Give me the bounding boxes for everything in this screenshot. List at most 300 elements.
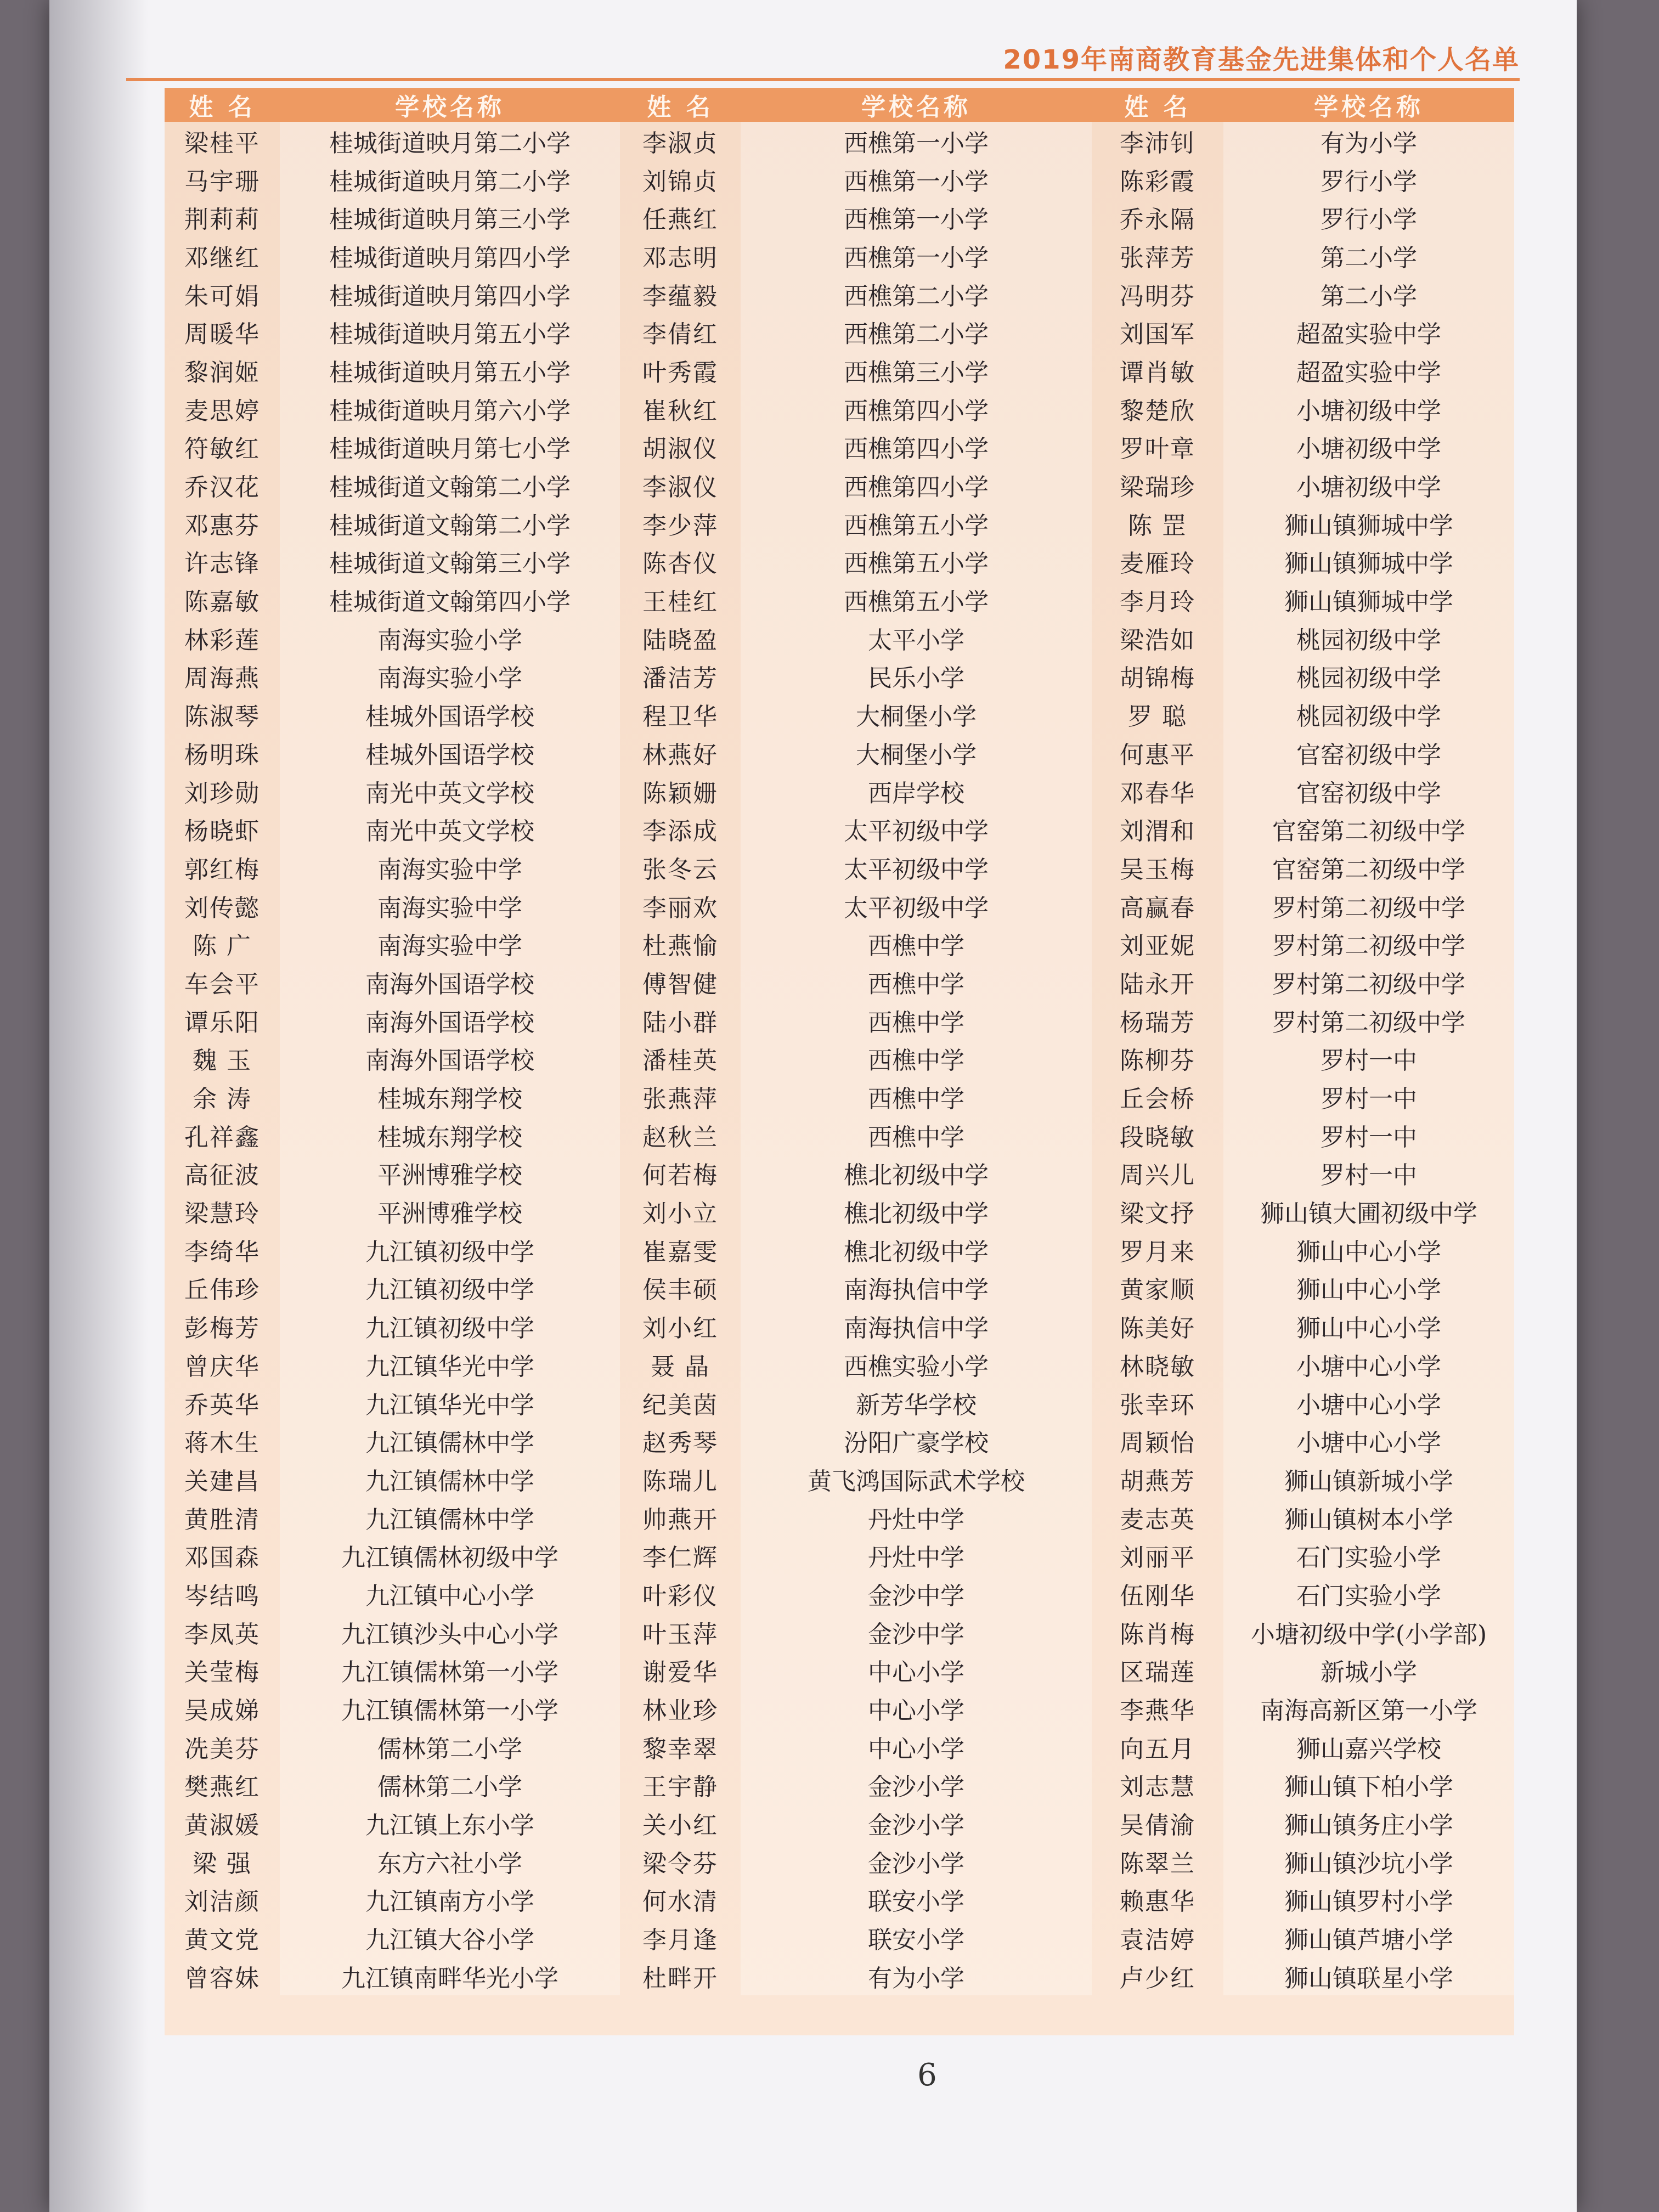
school-name: 西樵第二小学 <box>741 275 1092 313</box>
column-header-school-3: 学校名称 <box>1223 88 1514 122</box>
person-name: 张冬云 <box>642 855 718 884</box>
school-name: 金沙小学 <box>741 1842 1092 1881</box>
school-name: 太平初级中学 <box>741 887 1092 925</box>
school-name: 官窑初级中学 <box>1223 772 1514 810</box>
school-name: 小塘初级中学 <box>1223 390 1514 428</box>
person-name: 刘洁颜 <box>184 1888 260 1916</box>
person-name: 余 涛 <box>193 1085 252 1114</box>
title-rule <box>126 78 1520 81</box>
person-name: 刘国军 <box>1120 320 1195 349</box>
person-name: 卢少红 <box>1120 1964 1195 1993</box>
school-name: 丹灶中学 <box>741 1498 1092 1537</box>
school-name: 狮山镇树本小学 <box>1223 1498 1514 1537</box>
school-name: 狮山镇狮城中学 <box>1223 580 1514 619</box>
school-name: 罗行小学 <box>1223 160 1514 199</box>
person-name: 黄淑媛 <box>184 1812 260 1840</box>
school-name: 南海执信中学 <box>741 1307 1092 1345</box>
school-name: 罗村第二初级中学 <box>1223 1001 1514 1040</box>
person-name: 林彩莲 <box>184 626 260 654</box>
school-name: 狮山镇大圃初级中学 <box>1223 1192 1514 1231</box>
school-name: 金沙小学 <box>741 1766 1092 1804</box>
person-name: 段晓敏 <box>1120 1123 1195 1152</box>
school-name: 桃园初级中学 <box>1223 657 1514 696</box>
person-name: 任燕红 <box>642 206 718 234</box>
school-name: 狮山镇务庄小学 <box>1223 1804 1514 1842</box>
school-name: 南海外国语学校 <box>280 1001 620 1040</box>
person-name: 杨瑞芳 <box>1120 1008 1195 1037</box>
school-name: 狮山中心小学 <box>1223 1231 1514 1269</box>
person-name: 乔永隔 <box>1120 206 1195 234</box>
person-name: 梁瑞珍 <box>1120 473 1195 502</box>
person-name: 周兴儿 <box>1120 1161 1195 1190</box>
school-name: 西樵实验小学 <box>741 1345 1092 1384</box>
school-name: 罗村一中 <box>1223 1077 1514 1116</box>
school-name: 桂城街道映月第二小学 <box>280 160 620 199</box>
school-name: 西樵第二小学 <box>741 313 1092 351</box>
school-name: 狮山镇沙坑小学 <box>1223 1842 1514 1881</box>
school-name: 小塘初级中学 <box>1223 428 1514 466</box>
person-name: 谢爱华 <box>642 1658 718 1687</box>
school-name: 有为小学 <box>741 1957 1092 1995</box>
school-name: 南海实验中学 <box>280 848 620 887</box>
person-name: 林燕好 <box>642 741 718 769</box>
person-name: 傅智健 <box>642 970 718 998</box>
school-name: 九江镇中心小学 <box>280 1575 620 1613</box>
person-name: 黄家顺 <box>1120 1276 1195 1305</box>
person-name: 车会平 <box>184 970 260 998</box>
person-name: 谭肖敏 <box>1120 358 1195 387</box>
school-name: 有为小学 <box>1223 122 1514 160</box>
school-name: 中心小学 <box>741 1651 1092 1690</box>
person-name: 黎楚欣 <box>1120 397 1195 425</box>
school-name: 西樵第一小学 <box>741 160 1092 199</box>
school-name: 官窑初级中学 <box>1223 733 1514 772</box>
school-name: 小塘中心小学 <box>1223 1345 1514 1384</box>
person-name: 吴玉梅 <box>1120 855 1195 884</box>
person-name: 陈颖姗 <box>642 779 718 808</box>
person-name: 冼美芬 <box>184 1735 260 1763</box>
school-name: 桂城东翔学校 <box>280 1116 620 1154</box>
school-name: 南海外国语学校 <box>280 1040 620 1078</box>
person-name: 魏 玉 <box>193 1047 252 1075</box>
school-name: 西樵中学 <box>741 1001 1092 1040</box>
person-name: 刘传懿 <box>184 894 260 922</box>
person-name: 李燕华 <box>1120 1697 1195 1725</box>
person-name: 罗叶章 <box>1120 435 1195 464</box>
school-name: 西樵第四小学 <box>741 428 1092 466</box>
person-name: 赖惠华 <box>1120 1888 1195 1916</box>
person-name: 刘亚妮 <box>1120 932 1195 961</box>
school-name: 西樵中学 <box>741 1116 1092 1154</box>
school-name: 平洲博雅学校 <box>280 1154 620 1193</box>
person-name: 陈杏仪 <box>642 550 718 578</box>
person-name: 陈嘉敏 <box>184 588 260 617</box>
person-name: 杨晓虾 <box>184 817 260 846</box>
school-name: 桂城街道映月第二小学 <box>280 122 620 160</box>
person-name: 黄文党 <box>184 1926 260 1955</box>
school-name: 樵北初级中学 <box>741 1231 1092 1269</box>
person-name: 李沛钊 <box>1120 129 1195 157</box>
person-name: 梁文抒 <box>1120 1200 1195 1228</box>
school-name: 九江镇儒林中学 <box>280 1498 620 1537</box>
school-name: 南海执信中学 <box>741 1269 1092 1307</box>
person-name: 关莹梅 <box>184 1658 260 1687</box>
person-name: 高征波 <box>184 1161 260 1190</box>
school-name: 桂城街道映月第五小学 <box>280 351 620 390</box>
person-name: 李丽欢 <box>642 894 718 922</box>
person-name: 叶玉萍 <box>642 1620 718 1649</box>
school-name: 桂城街道映月第五小学 <box>280 313 620 351</box>
person-name: 赵秀琴 <box>642 1429 718 1458</box>
person-name: 崔秋红 <box>642 397 718 425</box>
person-name: 林晓敏 <box>1120 1352 1195 1381</box>
school-name: 黄飞鸿国际武术学校 <box>741 1460 1092 1498</box>
person-name: 聂 晶 <box>651 1352 710 1381</box>
school-name: 官窑第二初级中学 <box>1223 848 1514 887</box>
column-header-school-2: 学校名称 <box>741 88 1092 122</box>
person-name: 彭梅芳 <box>184 1314 260 1343</box>
school-name: 超盈实验中学 <box>1223 351 1514 390</box>
school-name: 桂城街道文翰第二小学 <box>280 504 620 543</box>
school-name: 联安小学 <box>741 1881 1092 1919</box>
person-name: 王桂红 <box>642 588 718 617</box>
person-name: 刘锦贞 <box>642 167 718 196</box>
person-name: 伍刚华 <box>1120 1582 1195 1610</box>
school-name: 南海高新区第一小学 <box>1223 1689 1514 1728</box>
person-name: 杜燕愉 <box>642 932 718 961</box>
school-name: 东方六社小学 <box>280 1842 620 1881</box>
school-name: 儒林第二小学 <box>280 1766 620 1804</box>
person-name: 梁 强 <box>193 1849 252 1878</box>
school-name: 太平小学 <box>741 619 1092 657</box>
school-name: 九江镇初级中学 <box>280 1307 620 1345</box>
person-name: 罗 聪 <box>1128 703 1187 731</box>
school-name: 桃园初级中学 <box>1223 695 1514 733</box>
school-name: 罗行小学 <box>1223 198 1514 236</box>
person-name: 刘志慧 <box>1120 1773 1195 1802</box>
person-name: 陈美好 <box>1120 1314 1195 1343</box>
person-name: 孔祥鑫 <box>184 1123 260 1152</box>
school-name: 九江镇华光中学 <box>280 1345 620 1384</box>
person-name: 杨明珠 <box>184 741 260 769</box>
school-name: 南海实验中学 <box>280 924 620 963</box>
person-name: 陈翠兰 <box>1120 1849 1195 1878</box>
school-name: 西樵第五小学 <box>741 543 1092 581</box>
person-name: 陈柳芬 <box>1120 1047 1195 1075</box>
person-name: 岑结鸣 <box>184 1582 260 1610</box>
person-name: 林业珍 <box>642 1697 718 1725</box>
person-name: 侯丰硕 <box>642 1276 718 1305</box>
school-name: 九江镇儒林第一小学 <box>280 1651 620 1690</box>
person-name: 梁令芬 <box>642 1849 718 1878</box>
school-name: 桂城街道映月第六小学 <box>280 390 620 428</box>
school-name: 罗村一中 <box>1223 1154 1514 1193</box>
person-name: 丘伟珍 <box>184 1276 260 1305</box>
person-name: 李凤英 <box>184 1620 260 1649</box>
person-name: 李月玲 <box>1120 588 1195 617</box>
person-name: 刘小立 <box>642 1200 718 1228</box>
person-name: 黎幸翠 <box>642 1735 718 1763</box>
school-name: 小塘初级中学 <box>1223 466 1514 504</box>
person-name: 陈肖梅 <box>1120 1620 1195 1649</box>
person-name: 张幸环 <box>1120 1391 1195 1419</box>
person-name: 乔汉花 <box>184 473 260 502</box>
school-name: 桂城街道映月第七小学 <box>280 428 620 466</box>
school-name: 西樵中学 <box>741 1077 1092 1116</box>
person-name: 叶彩仪 <box>642 1582 718 1610</box>
person-name: 胡淑仪 <box>642 435 718 464</box>
person-name: 陈瑞儿 <box>642 1467 718 1496</box>
school-name: 九江镇儒林中学 <box>280 1460 620 1498</box>
person-name: 潘桂英 <box>642 1047 718 1075</box>
school-name: 九江镇沙头中心小学 <box>280 1613 620 1651</box>
school-name: 中心小学 <box>741 1728 1092 1766</box>
person-name: 李淑仪 <box>642 473 718 502</box>
document-page <box>49 0 1577 2212</box>
person-name: 何水清 <box>642 1888 718 1916</box>
school-name: 九江镇南方小学 <box>280 1881 620 1919</box>
school-name: 樵北初级中学 <box>741 1192 1092 1231</box>
person-name: 曾容妹 <box>184 1964 260 1993</box>
person-name: 荆莉莉 <box>184 206 260 234</box>
school-name: 桂城街道映月第四小学 <box>280 236 620 275</box>
school-name: 南光中英文学校 <box>280 772 620 810</box>
person-name: 曾庆华 <box>184 1352 260 1381</box>
person-name: 向五月 <box>1120 1735 1195 1763</box>
person-name: 李淑贞 <box>642 129 718 157</box>
school-name: 九江镇初级中学 <box>280 1231 620 1269</box>
column-header-name-3: 姓 名 <box>1092 88 1223 122</box>
school-name: 西樵第五小学 <box>741 580 1092 619</box>
person-name: 谭乐阳 <box>184 1008 260 1037</box>
person-name: 王宇静 <box>642 1773 718 1802</box>
school-name: 小塘中心小学 <box>1223 1421 1514 1460</box>
school-name: 民乐小学 <box>741 657 1092 696</box>
school-name: 桂城外国语学校 <box>280 695 620 733</box>
school-name: 中心小学 <box>741 1689 1092 1728</box>
person-name: 张燕萍 <box>642 1085 718 1114</box>
person-name: 李仁辉 <box>642 1544 718 1572</box>
page-number: 6 <box>917 2057 937 2093</box>
school-name: 大桐堡小学 <box>741 695 1092 733</box>
person-name: 乔英华 <box>184 1391 260 1419</box>
column-header-name-1: 姓 名 <box>165 88 280 122</box>
person-name: 郭红梅 <box>184 855 260 884</box>
person-name: 麦志英 <box>1120 1505 1195 1534</box>
person-name: 李月逢 <box>642 1926 718 1955</box>
school-name: 九江镇儒林第一小学 <box>280 1689 620 1728</box>
person-name: 程卫华 <box>642 703 718 731</box>
school-name: 南海实验小学 <box>280 619 620 657</box>
school-name: 南海外国语学校 <box>280 963 620 1001</box>
school-name: 狮山镇狮城中学 <box>1223 543 1514 581</box>
person-name: 何若梅 <box>642 1161 718 1190</box>
person-name: 丘会桥 <box>1120 1085 1195 1114</box>
person-name: 麦思婷 <box>184 397 260 425</box>
person-name: 陈彩霞 <box>1120 167 1195 196</box>
person-name: 刘珍勋 <box>184 779 260 808</box>
document-title: 2019年南商教育基金先进集体和个人名单 <box>1003 44 1520 75</box>
school-name: 小塘初级中学(小学部) <box>1223 1613 1514 1651</box>
school-name: 罗村一中 <box>1223 1040 1514 1078</box>
school-name: 南光中英文学校 <box>280 810 620 848</box>
person-name: 罗月来 <box>1120 1238 1195 1266</box>
person-name: 邓继红 <box>184 244 260 272</box>
school-name: 西樵中学 <box>741 963 1092 1001</box>
person-name: 周颖怡 <box>1120 1429 1195 1458</box>
person-name: 梁桂平 <box>184 129 260 157</box>
school-name: 石门实验小学 <box>1223 1536 1514 1575</box>
person-name: 胡燕芳 <box>1120 1467 1195 1496</box>
person-name: 袁洁婷 <box>1120 1926 1195 1955</box>
school-name: 罗村第二初级中学 <box>1223 924 1514 963</box>
school-name: 九江镇儒林初级中学 <box>280 1536 620 1575</box>
person-name: 吴倩渝 <box>1120 1812 1195 1840</box>
person-name: 何惠平 <box>1120 741 1195 769</box>
school-name: 西樵第五小学 <box>741 504 1092 543</box>
school-name: 第二小学 <box>1223 275 1514 313</box>
school-name: 第二小学 <box>1223 236 1514 275</box>
person-name: 邓志明 <box>642 244 718 272</box>
roster-table <box>165 88 1514 2035</box>
person-name: 梁慧玲 <box>184 1200 260 1228</box>
school-name: 西岸学校 <box>741 772 1092 810</box>
school-name: 狮山嘉兴学校 <box>1223 1728 1514 1766</box>
school-name: 南海实验小学 <box>280 657 620 696</box>
school-name: 樵北初级中学 <box>741 1154 1092 1193</box>
person-name: 刘小红 <box>642 1314 718 1343</box>
person-name: 刘渭和 <box>1120 817 1195 846</box>
person-name: 周暖华 <box>184 320 260 349</box>
school-name: 金沙中学 <box>741 1613 1092 1651</box>
person-name: 关小红 <box>642 1812 718 1840</box>
person-name: 黄胜清 <box>184 1505 260 1534</box>
person-name: 关建昌 <box>184 1467 260 1496</box>
person-name: 帅燕开 <box>642 1505 718 1534</box>
person-name: 陆永开 <box>1120 970 1195 998</box>
spine-shadow <box>49 0 148 2212</box>
school-name: 太平初级中学 <box>741 810 1092 848</box>
person-name: 赵秋兰 <box>642 1123 718 1152</box>
school-name: 汾阳广豪学校 <box>741 1421 1092 1460</box>
school-name: 罗村第二初级中学 <box>1223 887 1514 925</box>
person-name: 许志锋 <box>184 550 260 578</box>
school-name: 桂城街道映月第四小学 <box>280 275 620 313</box>
person-name: 陈淑琴 <box>184 703 260 731</box>
school-name: 罗村一中 <box>1223 1116 1514 1154</box>
person-name: 李绮华 <box>184 1238 260 1266</box>
school-name: 西樵第三小学 <box>741 351 1092 390</box>
person-name: 叶秀霞 <box>642 358 718 387</box>
school-name: 九江镇儒林中学 <box>280 1421 620 1460</box>
school-name: 新芳华学校 <box>741 1384 1092 1422</box>
column-header-school-1: 学校名称 <box>280 88 620 122</box>
person-name: 区瑞莲 <box>1120 1658 1195 1687</box>
school-name: 西樵第一小学 <box>741 198 1092 236</box>
school-name: 桂城东翔学校 <box>280 1077 620 1116</box>
school-name: 桂城外国语学校 <box>280 733 620 772</box>
person-name: 胡锦梅 <box>1120 664 1195 693</box>
school-name: 金沙小学 <box>741 1804 1092 1842</box>
person-name: 邓惠芬 <box>184 511 260 540</box>
person-name: 蒋木生 <box>184 1429 260 1458</box>
person-name: 冯明芬 <box>1120 282 1195 311</box>
person-name: 潘洁芳 <box>642 664 718 693</box>
school-name: 罗村第二初级中学 <box>1223 963 1514 1001</box>
person-name: 邓国森 <box>184 1544 260 1572</box>
person-name: 邓春华 <box>1120 779 1195 808</box>
person-name: 李添成 <box>642 817 718 846</box>
school-name: 平洲博雅学校 <box>280 1192 620 1231</box>
person-name: 高赢春 <box>1120 894 1195 922</box>
school-name: 狮山镇狮城中学 <box>1223 504 1514 543</box>
school-name: 西樵第四小学 <box>741 390 1092 428</box>
person-name: 符敏红 <box>184 435 260 464</box>
person-name: 黎润姬 <box>184 358 260 387</box>
school-name: 狮山镇新城小学 <box>1223 1460 1514 1498</box>
school-name: 九江镇初级中学 <box>280 1269 620 1307</box>
school-name: 狮山镇下柏小学 <box>1223 1766 1514 1804</box>
school-name: 西樵中学 <box>741 924 1092 963</box>
person-name: 李蕴毅 <box>642 282 718 311</box>
school-name: 超盈实验中学 <box>1223 313 1514 351</box>
school-name: 狮山镇芦塘小学 <box>1223 1918 1514 1957</box>
column-header-name-2: 姓 名 <box>620 88 741 122</box>
school-name: 西樵第四小学 <box>741 466 1092 504</box>
school-name: 狮山镇罗村小学 <box>1223 1881 1514 1919</box>
school-name: 儒林第二小学 <box>280 1728 620 1766</box>
school-name: 西樵中学 <box>741 1040 1092 1078</box>
person-name: 陈 广 <box>193 932 252 961</box>
school-name: 狮山镇联星小学 <box>1223 1957 1514 1995</box>
school-name: 官窑第二初级中学 <box>1223 810 1514 848</box>
school-name: 大桐堡小学 <box>741 733 1092 772</box>
school-name: 丹灶中学 <box>741 1536 1092 1575</box>
person-name: 张萍芳 <box>1120 244 1195 272</box>
school-name: 九江镇大谷小学 <box>280 1918 620 1957</box>
person-name: 纪美茵 <box>642 1391 718 1419</box>
school-name: 石门实验小学 <box>1223 1575 1514 1613</box>
person-name: 朱可娟 <box>184 282 260 311</box>
person-name: 李少萍 <box>642 511 718 540</box>
person-name: 吴成娣 <box>184 1697 260 1725</box>
person-name: 杜畔开 <box>642 1964 718 1993</box>
person-name: 樊燕红 <box>184 1773 260 1802</box>
school-name: 桂城街道文翰第三小学 <box>280 543 620 581</box>
person-name: 马宇珊 <box>184 167 260 196</box>
person-name: 麦雁玲 <box>1120 550 1195 578</box>
school-name: 桂城街道映月第三小学 <box>280 198 620 236</box>
school-name: 桂城街道文翰第二小学 <box>280 466 620 504</box>
person-name: 李倩红 <box>642 320 718 349</box>
school-name: 西樵第一小学 <box>741 122 1092 160</box>
school-name: 新城小学 <box>1223 1651 1514 1690</box>
person-name: 陆晓盈 <box>642 626 718 654</box>
person-name: 梁浩如 <box>1120 626 1195 654</box>
person-name: 陆小群 <box>642 1008 718 1037</box>
school-name: 九江镇南畔华光小学 <box>280 1957 620 1995</box>
school-name: 桂城街道文翰第四小学 <box>280 580 620 619</box>
watermark-logo <box>1372 1997 1624 2129</box>
school-name: 小塘中心小学 <box>1223 1384 1514 1422</box>
person-name: 陈 罡 <box>1128 511 1187 540</box>
person-name: 刘丽平 <box>1120 1544 1195 1572</box>
school-name: 金沙中学 <box>741 1575 1092 1613</box>
school-name: 联安小学 <box>741 1918 1092 1957</box>
school-name: 桃园初级中学 <box>1223 619 1514 657</box>
person-name: 崔嘉雯 <box>642 1238 718 1266</box>
school-name: 太平初级中学 <box>741 848 1092 887</box>
